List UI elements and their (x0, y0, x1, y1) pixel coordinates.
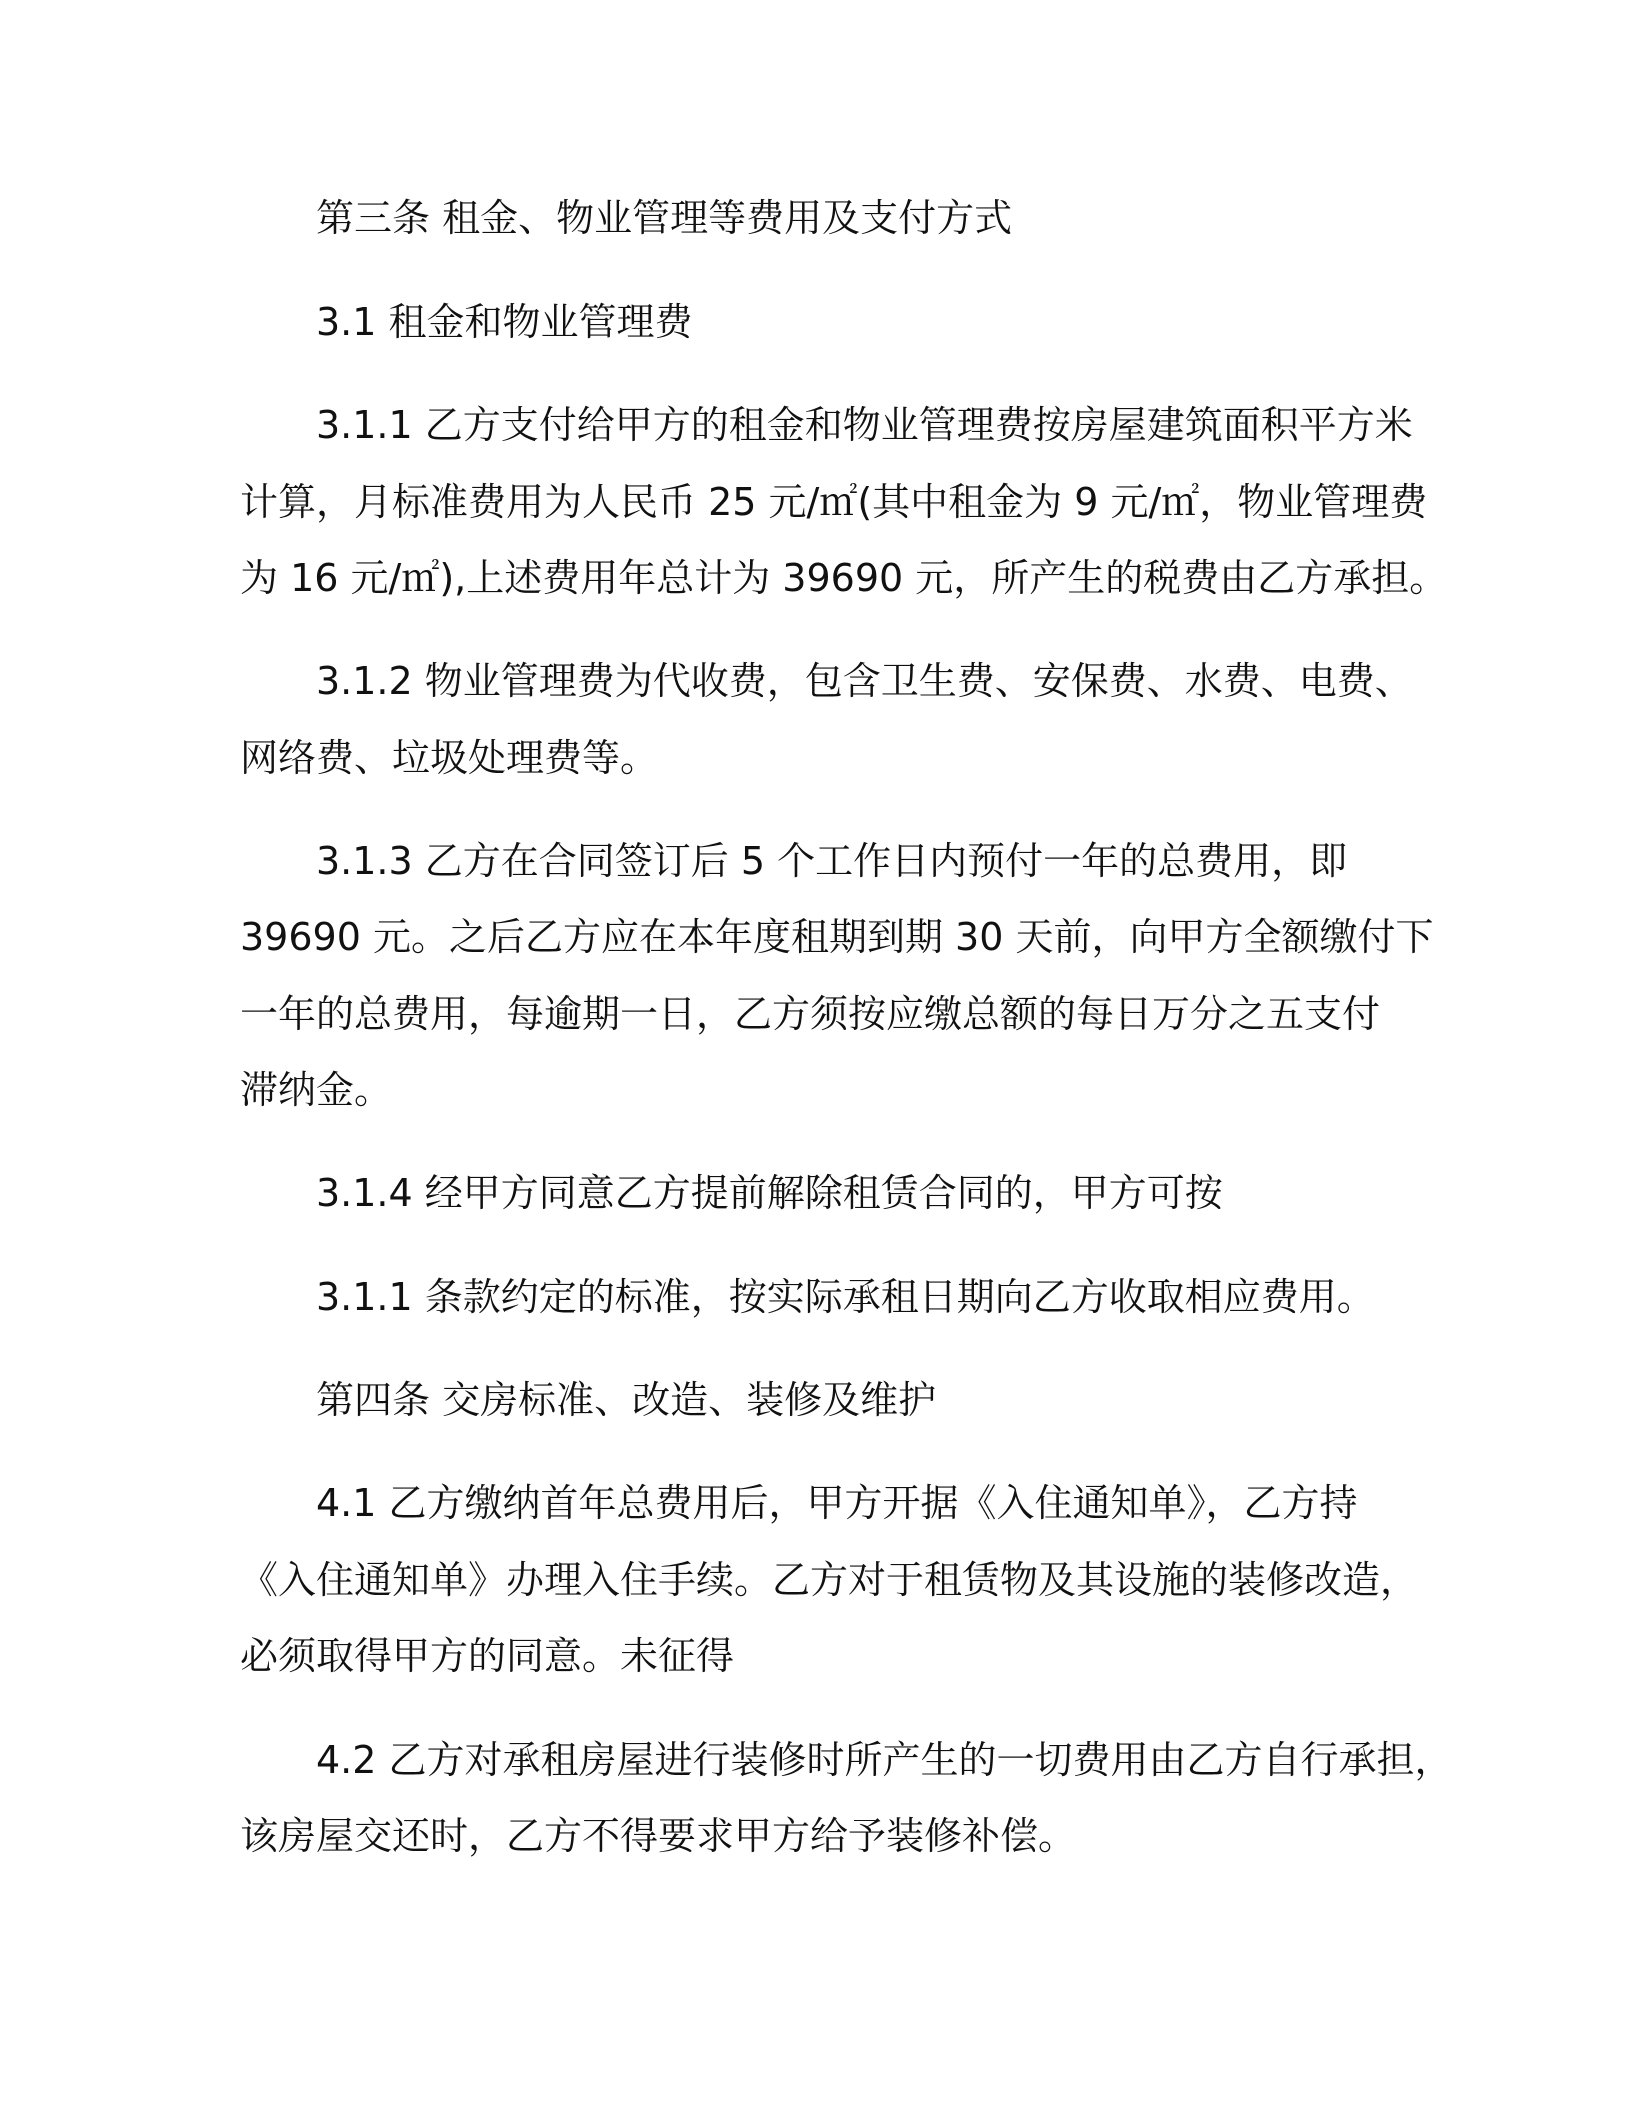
section-3-1-heading: 3.1 租金和物业管理费 (316, 300, 693, 344)
clause-3-1-4-line-2: 3.1.1 条款约定的标准，按实际承租日期向乙方收取相应费用。 (316, 1275, 1375, 1319)
clause-3-1-3-line-2: 39690 元。之后乙方应在本年度租期到期 30 天前，向甲方全额缴付下 (240, 915, 1434, 959)
clause-4-2-line-1: 4.2 乙方对承租房屋进行装修时所产生的一切费用由乙方自行承担， (316, 1738, 1453, 1782)
clause-3-1-1-line-3: 为 16 元/㎡),上述费用年总计为 39690 元，所产生的税费由乙方承担。 (240, 556, 1448, 600)
clause-4-1-line-1: 4.1 乙方缴纳首年总费用后，甲方开据《入住通知单》，乙方持 (316, 1481, 1358, 1525)
clause-3-1-2-line-1: 3.1.2 物业管理费为代收费，包含卫生费、安保费、水费、电费、 (316, 659, 1413, 703)
clause-3-1-1-line-2: 计算，月标准费用为人民币 25 元/㎡(其中租金为 9 元/㎡，物业管理费 (240, 480, 1428, 524)
clause-3-1-2-line-2: 网络费、垃圾处理费等。 (240, 736, 659, 780)
article-3-heading: 第三条 租金、物业管理等费用及支付方式 (316, 196, 1013, 240)
clause-3-1-3-line-4: 滞纳金。 (240, 1068, 393, 1112)
article-4-heading: 第四条 交房标准、改造、装修及维护 (316, 1378, 937, 1422)
clause-3-1-3-line-1: 3.1.3 乙方在合同签订后 5 个工作日内预付一年的总费用，即 (316, 839, 1348, 883)
clause-3-1-3-line-3: 一年的总费用，每逾期一日，乙方须按应缴总额的每日万分之五支付 (240, 992, 1381, 1036)
clause-3-1-1-line-1: 3.1.1 乙方支付给甲方的租金和物业管理费按房屋建筑面积平方米 (316, 403, 1413, 447)
clause-4-1-line-3: 必须取得甲方的同意。未征得 (240, 1634, 735, 1678)
clause-3-1-4-line-1: 3.1.4 经甲方同意乙方提前解除租赁合同的，甲方可按 (316, 1171, 1223, 1215)
clause-4-1-line-2: 《入住通知单》办理入住手续。乙方对于租赁物及其设施的装修改造， (240, 1558, 1419, 1602)
clause-4-2-line-2: 该房屋交还时，乙方不得要求甲方给予装修补偿。 (240, 1814, 1077, 1858)
